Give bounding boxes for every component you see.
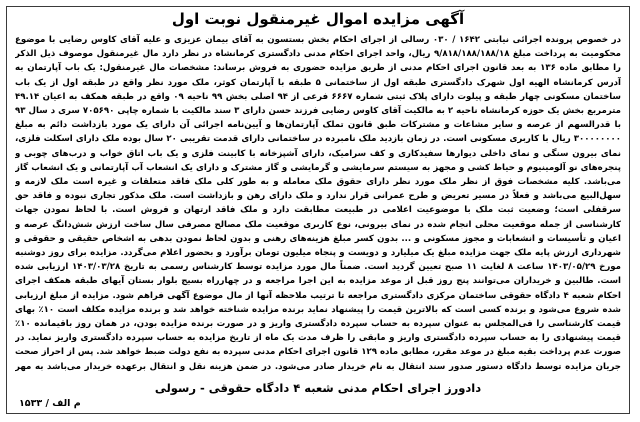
notice-title: آگهی مزایده اموال غیرمنقول نوبت اول (171, 10, 465, 28)
notice-paragraph: در خصوص پرونده اجرائی نیابتی ۱۶۴۲ / ۰۳۰ رسالی از اجرای احکام بخش بستسون به آقای بیمان عزیزی و علیه آقای کاوس رضایی با موضوع محکومیت به پرداخت مبلغ ۹/۸۱۸/۱۸۸/۱۸۸/۱۸ ریال، واحد اجرای احکام مدنی دادگستری کرمانشاه در نظر دارد مال غیرمنقول موصوف ذیل الذکر را مطابق ماده ۱۳۶ به بعد قانون اجرای احکام مدنی از طریق مزایده حضوری به فروش برساند: مشخصات مال غیرمنقول: یک باب آپارتمان به آدرس کرمانشاه الهیه اول شهرک دادگستری طبقه اول از ساختمانی ۵ طبقه با آپارتمان کوثر، ملک مورد نظر واقع در طبقه اول از یک باب ساختمان مسکونی چهار طبقه و پیلوت دارای پلاک ثبتی شماره ۶۶۶۷ فرعی از ۹۴ اصلی بخش ۹۹ ناحیه ۰۹ واقع در طبقه همکف به اعیان ۴۹.۱۴ مترمربع بخش یک حوزه کرمانشاه ناحیه ۲ به مالکیت آقای کاوس رضایی فرزند حسن دارای ۳ سند مالکیت با شماره چاپی ۷۰۵۶۹۰ سری د سال ۹۳ با قدرالسهم از عرصه و سایر مشاعات و مشترکات طبق قانون تملک آپارتمان‌ها و آیین‌نامه اجرائی آن دارای یک مورد بازداشت دائم به مبلغ ۳۰۰۰۰۰۰۰۰ ریال با کاربری مسکونی است. در زمان بازدید ملک نامبرده در ساختمانی دارای قدمت تقریبی ۲۰ سال بوده ملک دارای اسکلت فلزی، نمای بیرون سنگی و نمای داخلی دیوارها سفیدکاری و کف سرامیک، دارای آشپزخانه با کابینت فلزی و یک باب اتاق خواب و درب‌های چوبی و پنجره‌های نو آلومینیوم و حیاط کشی و مجهز به سیستم سرمایشی و گرمایشی و گاز مشترک و دارای یک انشعاب آب آپارتمانی و یک انشعاب گاز می‌باشد. کلیه مشخصات فوق از نظر ملک مورد نظر دارای حقوق ملک معامله و به طور کلی ملک فاقد متعلقات و غیره است ملک لازمه و سهل‌البیع می‌باشد و فعلاً در مسیر تعریض و طرح عمرانی قرار ندارد و ملک دارای رهن و بازداشت است. ملک مذکور تجاری نبوده و فاقد حق سرقفلی است؛ وضعیت ثبت ملک با موضوعیت اعلامی در طبیعت مطابقت دارد و ملک فاقد ارتهان و فروش است. با لحاظ نمودن جهات کارشناسی از جمله موقعیت محلی انجام شده در نمای بیرونی، نوع کاربری موقعیت ملک مصالح مصرفی سال ساخت ارزش شش‌دانگ عرصه و اعیان و تأسیسات و انشعابات و مجوز مسکونی و ... بدون کسر مبلغ هزینه‌های رهنی و بدون لحاظ نمودن بدهی به اشخاص حقیقی و حقوقی و شهرداری ارزش پایه ملک جهت مزایده مبلغ یک میلیارد و دویست و پنجاه میلیون تومان برآورد و بحضور اعلام می‌گردد. مزایده برای روز دوشنبه مورخ ۱۴۰۳/۰۵/۲۹ ساعت ۸ لغایت ۱۱ صبح تعیین گردید است. ضمناً مال مورد مزایده توسط کارشناس رسمی به تاریخ ۱۴۰۳/۰۳/۲۸ ارزیابی شده است. طالبین و خریداران می‌توانند پنج روز قبل از موعد مزایده به این اجرا مراجعه و در چهارراه بسیج بلوار بستان آیهای طبقه همکف اجرای احکام شعبه ۴ دادگاه حقوقی ساختمان مرکزی دادگستری مراجعه تا ترتیب ملاحظه آنها از مال موضوع آگهی فراهم شود. مزایده از مبلغ ارزیابی شده شروع می‌شود و برنده کسی است که بالاترین قیمت را پیشنهاد نماید برنده مزایده شناخته خواهد شد و برنده مزایده مکلف است ۱۰٪ بهای قیمت کارشناسی را فی‌المجلس به عنوان سپرده به حساب سپرده دادگستری واریز و در صورت برنده مزایده بودن، در همان روز باقیمانده ۱۰٪ قیمت پیشنهادی را به حساب سپرده دادگستری واریز و مابقی را ظرف مدت یک ماه از تاریخ مزایده به حساب سپرده دادگستری واریز نماید. در صورت عدم پرداخت بقیه مبلغ در موعد مقرر، مطابق ماده ۱۲۹ قانون اجرای احکام مدنی سپرده به نفع دولت ضبط خواهد شد. پس از احراز صحت جریان مزایده توسط دادگاه دستور صدور سند انتقال به نام خریدار صادر می‌شود. در ضمن هزینه نقل و انتقال برعهده خریدار می‌باشد به مهر (15, 35, 621, 372)
notice-reference-number: م الف / ۱۵۳۳ (19, 398, 81, 409)
notice-signature: دادورز اجرای احکام مدنی شعبه ۴ دادگاه حقوقی - رسولی (154, 381, 482, 395)
notice-body (15, 33, 621, 373)
auction-notice (6, 6, 630, 414)
